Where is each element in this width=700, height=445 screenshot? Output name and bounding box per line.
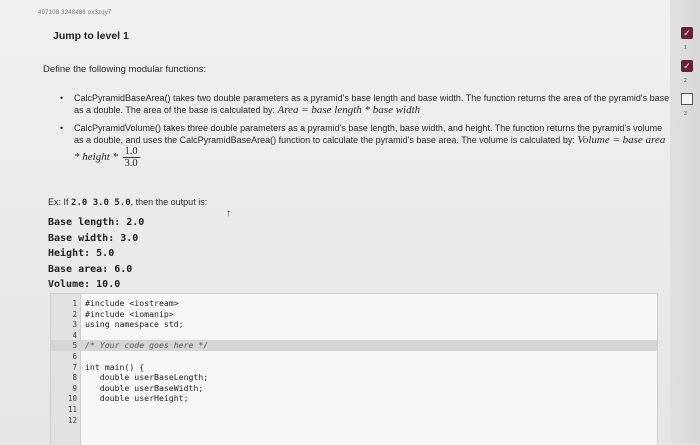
fraction-numerator: 1.0 bbox=[124, 146, 138, 157]
code-text[interactable]: double userBaseLength; bbox=[85, 372, 209, 383]
level-1-number: 1 bbox=[684, 45, 687, 51]
example-suffix: , then the output is: bbox=[130, 197, 208, 207]
activity-id: 497108 3248486 ox3zqy7 bbox=[38, 10, 112, 16]
example-input: 2.0 3.0 5.0 bbox=[71, 198, 131, 208]
level-3-number: 3 bbox=[684, 111, 687, 117]
output-line: Base width: 3.0 bbox=[48, 232, 139, 244]
code-line[interactable] bbox=[51, 362, 657, 373]
level-2-number: 2 bbox=[684, 78, 687, 84]
base-area-formula: Area = base length * base width bbox=[277, 104, 421, 116]
code-text[interactable]: using namespace std; bbox=[85, 319, 184, 330]
code-comment[interactable]: /* Your code goes here */ bbox=[85, 340, 209, 351]
instruction-volume-text: CalcPyramidVolume() takes three double parameters as a pyramid's base length, base width, and height. The function returns the pyramid's volume as a double, and uses the CalcPyramidBaseArea() function to calculate the pyramid's base area. The volume is calculated by: bbox=[74, 123, 663, 145]
output-line: Base length: 2.0 bbox=[48, 217, 145, 228]
line-number: 1 bbox=[72, 299, 77, 308]
example-sentence bbox=[48, 197, 207, 208]
line-number: 12 bbox=[67, 415, 77, 425]
code-line[interactable] bbox=[51, 309, 657, 320]
instruction-volume bbox=[62, 122, 672, 169]
instructions-list bbox=[62, 92, 672, 175]
code-line[interactable] bbox=[51, 415, 657, 426]
output-line: Volume: 10.0 bbox=[48, 279, 121, 291]
code-line[interactable] bbox=[51, 383, 657, 394]
code-line[interactable] bbox=[51, 372, 657, 383]
code-line[interactable] bbox=[51, 330, 657, 341]
mouse-cursor-icon: ↑ bbox=[226, 208, 231, 219]
line-number: 2 bbox=[72, 309, 77, 319]
line-number: 10 bbox=[67, 394, 77, 404]
level-2-complete-check-icon[interactable]: ✓ bbox=[681, 60, 693, 72]
fraction-denominator: 3.0 bbox=[124, 158, 138, 169]
example-prefix: Ex: If bbox=[48, 197, 69, 207]
code-line[interactable] bbox=[51, 319, 657, 330]
line-number: 6 bbox=[72, 351, 77, 361]
code-text[interactable]: int main() { bbox=[85, 361, 145, 372]
line-number: 5 bbox=[72, 341, 77, 351]
code-text[interactable]: #include <iomanip> bbox=[85, 308, 174, 319]
code-text[interactable]: #include <iostream> bbox=[85, 298, 179, 308]
line-number: 8 bbox=[72, 373, 77, 383]
line-number: 3 bbox=[72, 320, 77, 330]
code-text[interactable]: double userBaseWidth; bbox=[85, 382, 204, 393]
volume-fraction bbox=[123, 146, 140, 169]
instruction-base-area-text: CalcPyramidBaseArea() takes two double parameters as a pyramid's base length and base width. The function returns the area of the pyramid's base as a double. The area of the base is calculated by: bbox=[74, 93, 670, 115]
level-1-complete-check-icon[interactable]: ✓ bbox=[681, 27, 693, 39]
line-number: 11 bbox=[67, 404, 77, 414]
code-lines[interactable] bbox=[51, 298, 657, 425]
line-number: 4 bbox=[72, 330, 77, 340]
code-line[interactable] bbox=[51, 351, 657, 362]
output-line: Base area: 6.0 bbox=[48, 263, 133, 275]
code-line[interactable] bbox=[51, 298, 657, 309]
code-editor[interactable] bbox=[50, 293, 658, 445]
level-3-empty-box-icon[interactable] bbox=[681, 93, 693, 105]
line-number: 9 bbox=[72, 383, 77, 393]
code-line-active[interactable] bbox=[51, 340, 657, 351]
expected-output bbox=[48, 215, 144, 293]
output-line: Height: 5.0 bbox=[48, 248, 115, 260]
code-line[interactable] bbox=[51, 393, 657, 404]
code-text[interactable]: double userHeight; bbox=[85, 393, 189, 404]
volume-formula: Volume = base area * height * bbox=[74, 134, 666, 163]
instructions-intro: Define the following modular functions: bbox=[43, 64, 207, 75]
line-number: 7 bbox=[72, 362, 77, 372]
code-line[interactable] bbox=[51, 404, 657, 415]
level-title: Jump to level 1 bbox=[53, 30, 129, 42]
instruction-base-area bbox=[62, 92, 672, 116]
